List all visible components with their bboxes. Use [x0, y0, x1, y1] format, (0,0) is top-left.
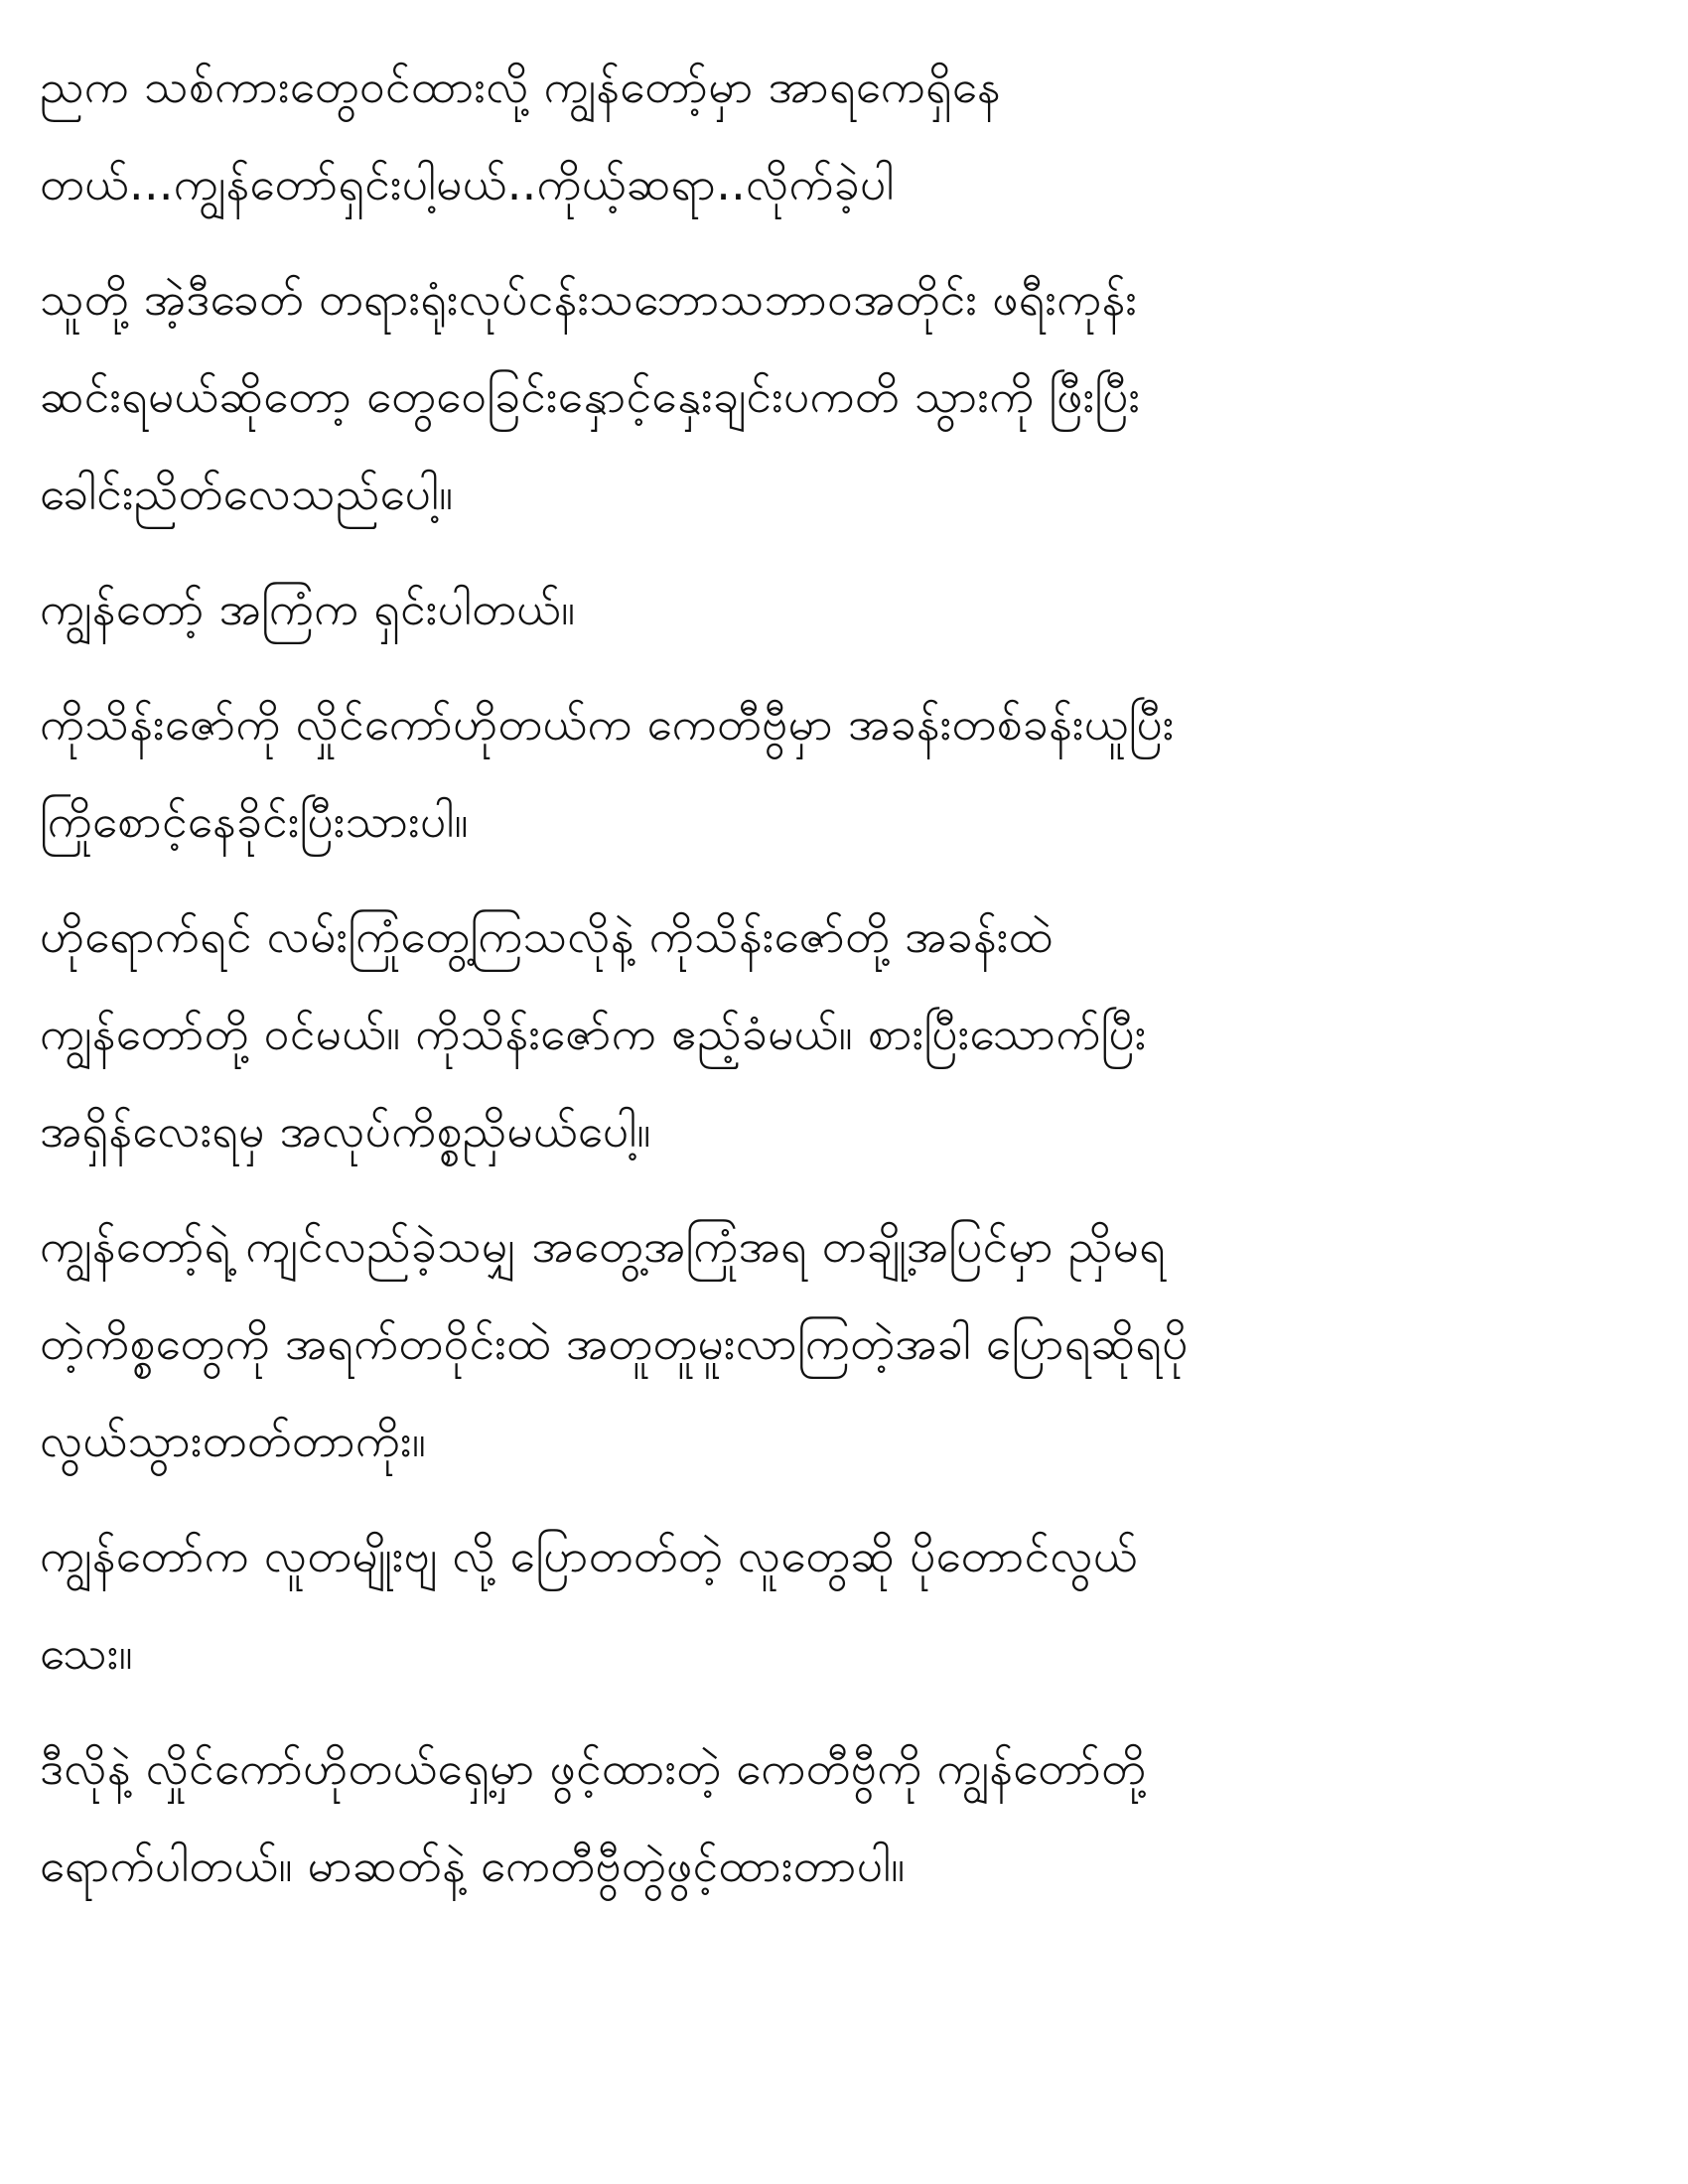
- text-line: ကျွန်တော့်ရဲ့ ကျင်လည်ခဲ့သမျှ အတွေ့အကြုံအရ တချို့အပြင်မှာ ညှိမရ: [40, 1219, 1166, 1273]
- text-line: ကိုသိန်းဇော်ကို လှိုင်ကော်ဟိုတယ်က ကေတီဗွီမှာ အခန်းတစ်ခန်းယူပြီး: [40, 697, 1175, 751]
- paragraph-5: [40, 887, 1648, 1179]
- text-line: ညက သစ်ကားတွေဝင်ထားလို့ ကျွန်တော့်မှာ အာရကေရှိနေ: [40, 60, 1001, 113]
- text-line: လွယ်သွားတတ်တာကိုး။: [40, 1414, 427, 1467]
- text-line: သူတို့ အဲ့ဒီခေတ် တရားရုံးလုပ်ငန်းသဘောသဘာဝအတိုင်း ဖရီးကုန်း: [40, 272, 1138, 326]
- paragraph-6: [40, 1197, 1648, 1489]
- text-line: ဆင်းရမယ်ဆိုတော့ တွေဝေခြင်းနှောင့်နှေးချင်းပကတိ သွားကို ဖြီးပြီး: [40, 369, 1141, 423]
- text-line: ခေါင်းညိတ်လေသည်ပေါ့။: [40, 467, 454, 520]
- text-line: တဲ့ကိစ္စတွေကို အရက်တဝိုင်းထဲ အတူတူမူးလာကြတဲ့အခါ ပြောရဆိုရပို: [40, 1316, 1189, 1370]
- text-line: ကျွန်တော့် အကြံက ရှင်းပါတယ်။: [40, 582, 576, 635]
- paragraph-4: [40, 675, 1648, 870]
- text-line: ကြိုစောင့်နေခိုင်းပြီးသားပါ။: [40, 794, 469, 848]
- text-line: သေး။: [40, 1626, 133, 1680]
- text-line: ကျွန်တော်တို့ ဝင်မယ်။ ကိုသိန်းဇော်က ဧည့်ခံမယ်။ စားပြီးသောက်ပြီး: [40, 1007, 1147, 1060]
- text-line: တယ်...ကျွန်တော်ရှင်းပါ့မယ်..ကိုယ့်ဆရာ..လိုက်ခဲ့ပါ: [40, 157, 895, 210]
- text-line: ဟိုရောက်ရင် လမ်းကြုံတွေ့ကြသလိုနဲ့ ကိုသိန်းဇော်တို့ အခန်းထဲ: [40, 909, 1054, 963]
- paragraph-3: [40, 560, 1648, 657]
- text-line: ရောက်ပါတယ်။ မာဆတ်နဲ့ ကေတီဗွီတွဲဖွင့်ထားတာပါ။: [40, 1839, 906, 1892]
- text-line: အရှိန်လေးရမှ အလုပ်ကိစ္စညှိမယ်ပေါ့။: [40, 1104, 651, 1158]
- paragraph-7: [40, 1507, 1648, 1702]
- text-line: ဒီလိုနဲ့ လှိုင်ကော်ဟိုတယ်ရှေ့မှာ ဖွင့်ထားတဲ့ ကေတီဗွီကို ကျွန်တော်တို့: [40, 1741, 1147, 1795]
- text-line: ကျွန်တော်က လူတမျိုးဗျ လို့ ပြောတတ်တဲ့ လူတွေဆို ပိုတောင်လွယ်: [40, 1529, 1138, 1582]
- paragraph-2: [40, 250, 1648, 542]
- paragraph-1: [40, 38, 1648, 232]
- paragraph-8: [40, 1719, 1648, 1914]
